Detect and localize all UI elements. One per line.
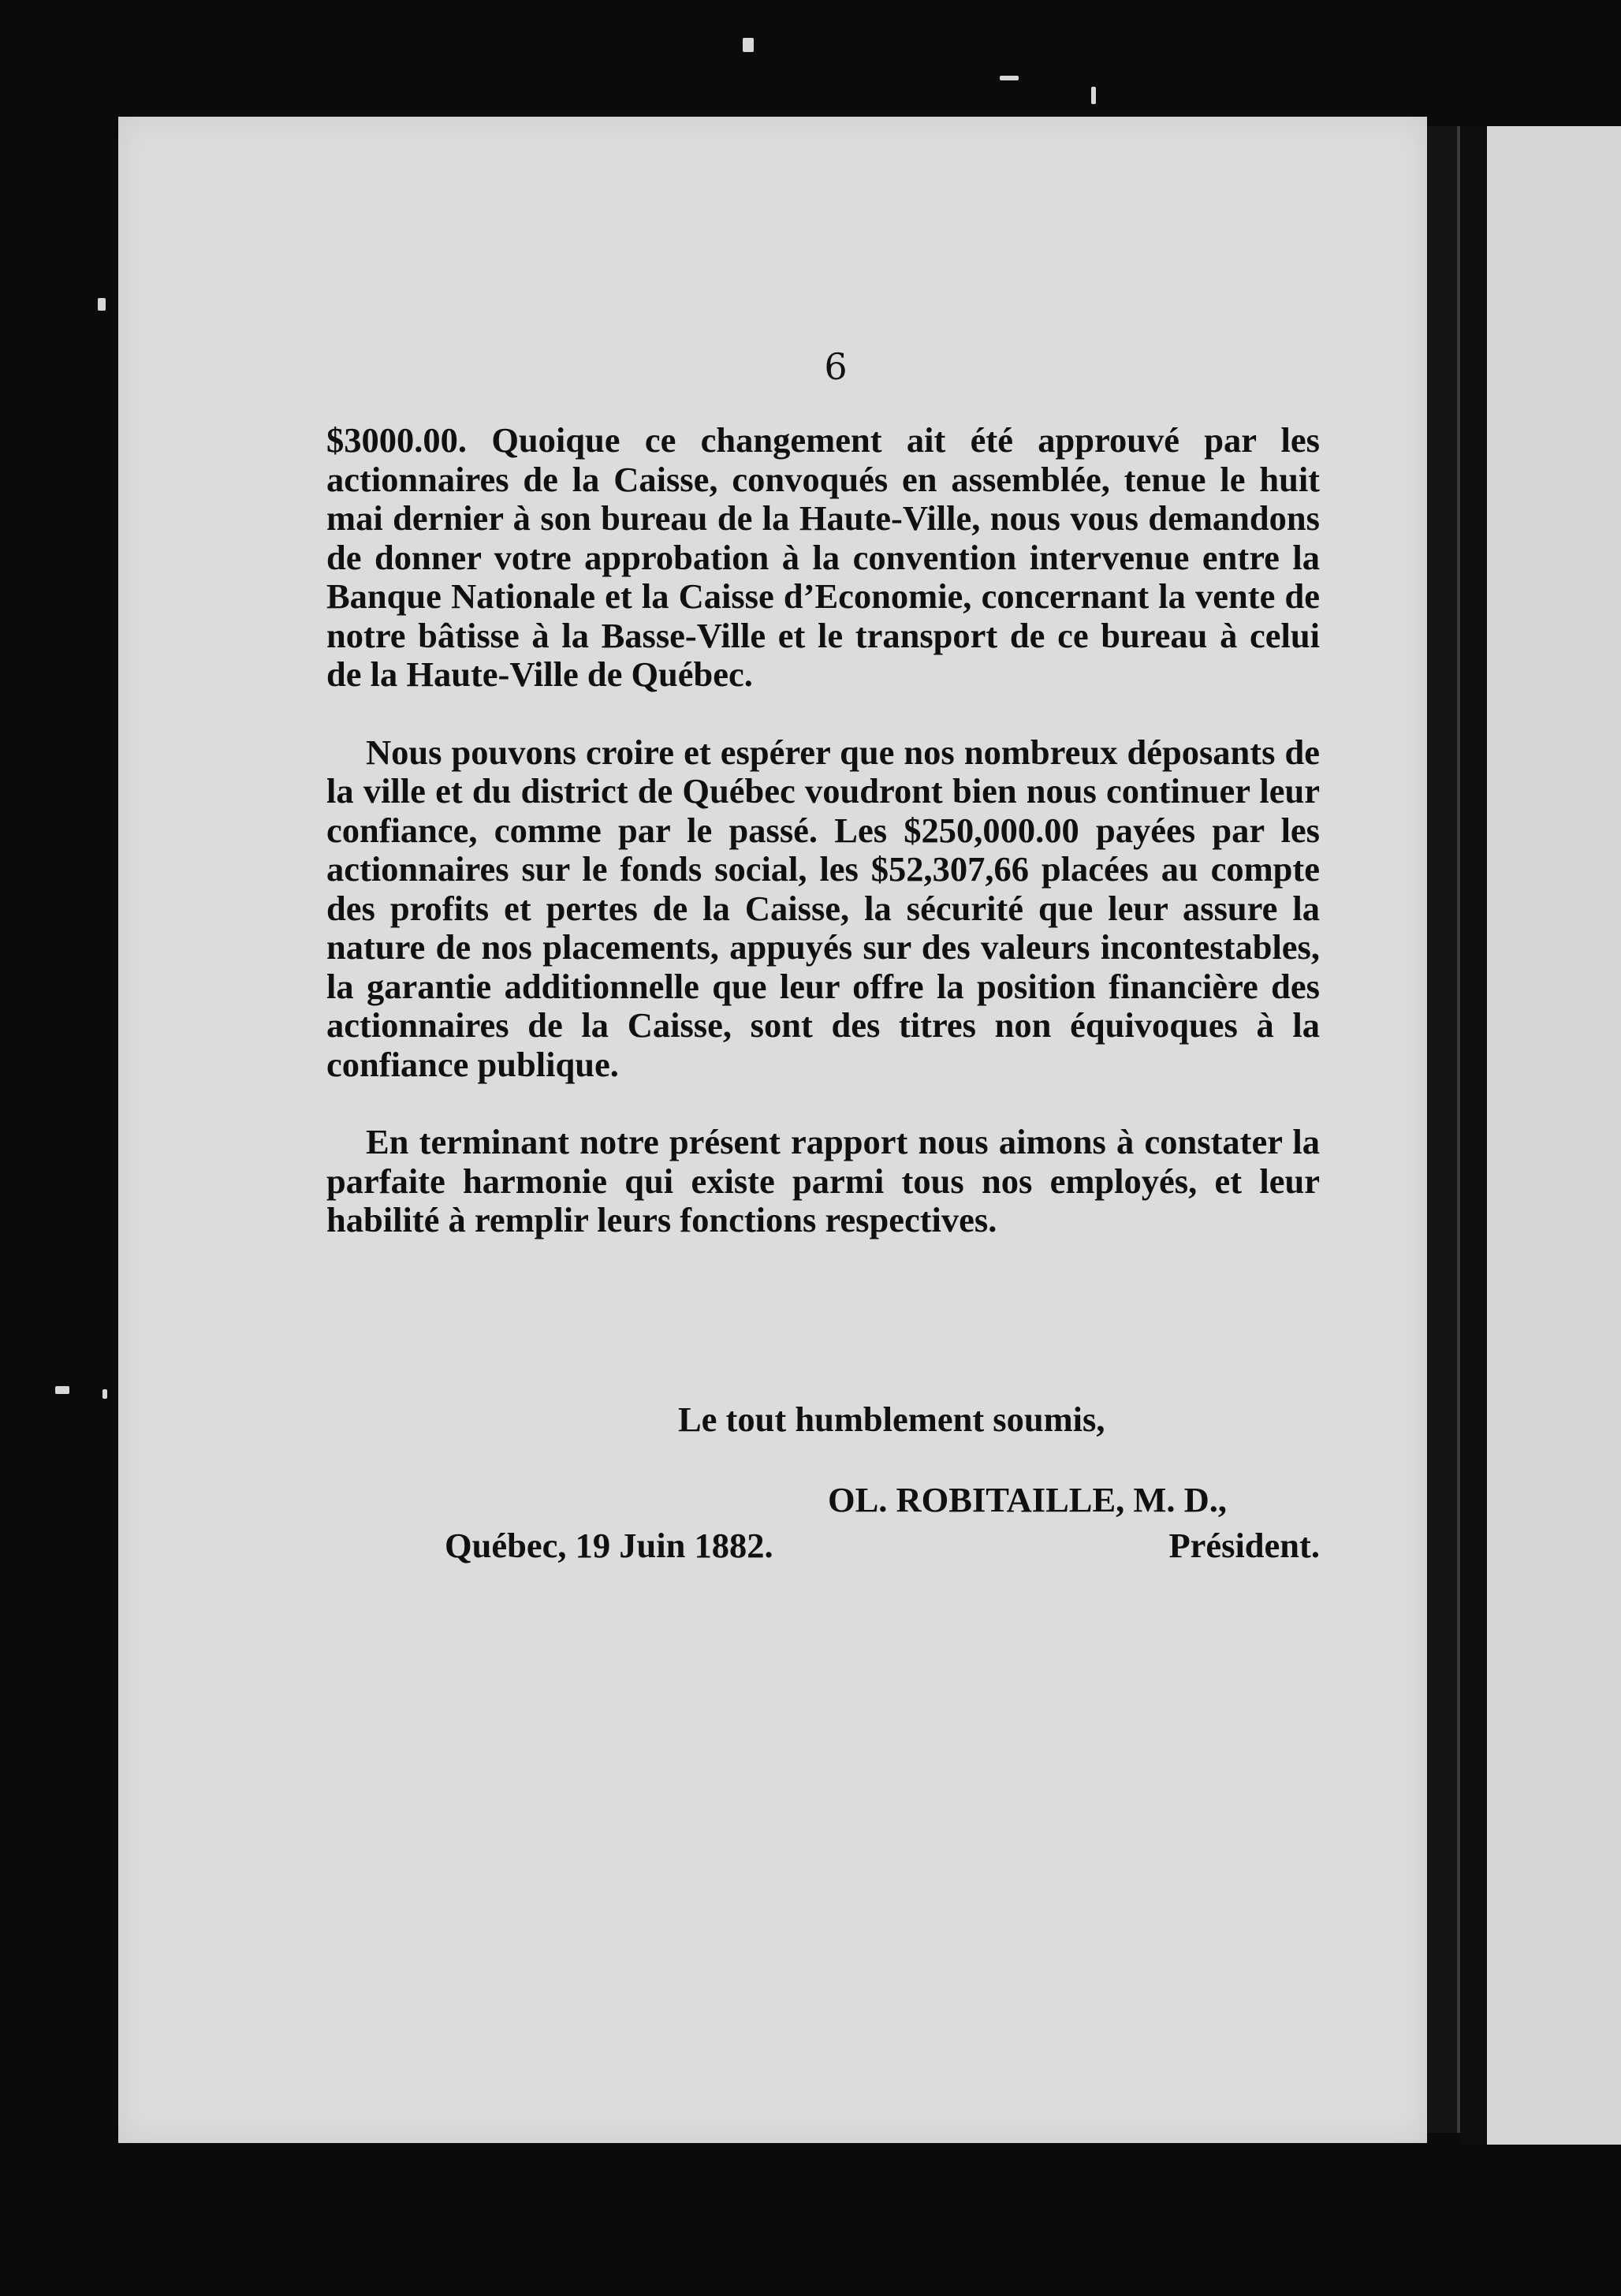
page-edge: [1427, 126, 1459, 2133]
binding-shadow: [1460, 126, 1487, 2145]
paragraph-3: En terminant notre présent rapport nous aimons à constater la parfaite harmonie qui existe parmi tous nos employés, et leur habilité à remplir leurs fonctions respectives.: [326, 1122, 1320, 1239]
paragraph-1: $3000.00. Quoique ce changement ait été approuvé par les actionnaires de la Caisse, convoqués en assemblée, tenue le huit mai dernier à son bureau de la Haute-Ville, nous vous demandons de donner votre approbation à la convention intervenue entre la Banque Nationale et la Caisse d’Economie, concernant la vente de notre bâtisse à la Basse-Ville et le transport de ce bureau à celui de la Haute-Ville de Québec.: [326, 420, 1320, 694]
dust-speck: [98, 298, 106, 311]
binding-line: [1457, 126, 1460, 2133]
paragraph-2: Nous pouvons croire et espérer que nos nombreux déposants de la ville et du district de Québec voudront bien nous continuer leur confiance, comme par le passé. Les $250,000.00 payées par les actionnaires sur le fonds social, les $52,307,66 placées au compte des profits et pertes de la Caisse, la sécurité que leur assure la nature de nos placements, appuyés sur des valeurs incontestables, la garantie additionnelle que leur offre la position financière des actionnaires de la Caisse, sont des titres non équivoques à la confiance publique.: [326, 732, 1320, 1084]
place-and-date: Québec, 19 Juin 1882.: [445, 1526, 773, 1565]
signer-name: OL. ROBITAILLE, M. D.,: [828, 1480, 1228, 1519]
page-number: [118, 345, 1427, 388]
signer-title: Président.: [1168, 1526, 1320, 1565]
dust-speck: [743, 38, 754, 52]
body-text: [326, 421, 1320, 1279]
page-number-text: 6: [824, 345, 848, 388]
adjacent-page: [1487, 126, 1621, 2145]
dust-speck: [102, 1389, 107, 1399]
closing-line: Le tout humblement soumis,: [678, 1400, 1105, 1439]
dust-speck: [1091, 87, 1096, 104]
dust-speck: [55, 1386, 69, 1394]
dust-speck: [1000, 76, 1019, 80]
